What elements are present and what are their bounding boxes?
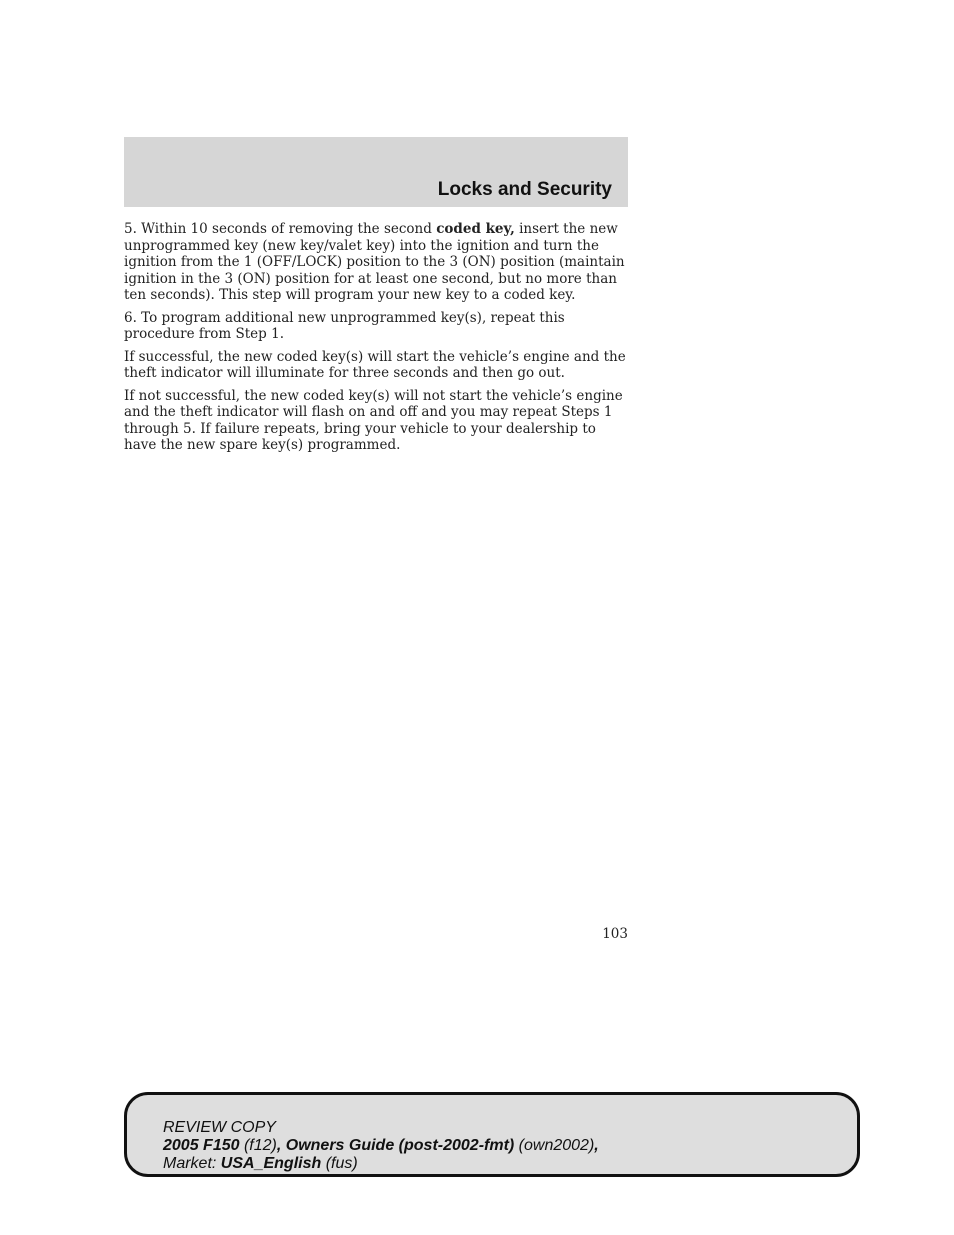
page-number: 103: [602, 926, 628, 942]
footer-document-line: [163, 1137, 599, 1155]
failure-paragraph: If not successful, the new coded key(s) will not start the vehicle’s engine and the theft indicator will flash on and off and you may repeat Steps 1 through 5. If failure repeats, bring your vehicle to your dealership to have the new spare key(s) programmed.: [124, 387, 623, 453]
footer-market-line: [163, 1155, 599, 1173]
step-6-paragraph: 6. To program additional new unprogrammed key(s), repeat this procedure from Step 1.: [124, 309, 565, 342]
step-5-paragraph: [124, 221, 628, 304]
review-copy-footer: [124, 1092, 860, 1177]
footer-comma: ,: [594, 1137, 599, 1154]
step-5-text-start: 5. Within 10 seconds of removing the second: [124, 221, 437, 237]
step-5-text-end: insert the new unprogrammed key (new key/valet key) into the ignition and turn the ignition from the 1 (OFF/LOCK) position to the 3 (ON) position (maintain ignition in the 3 (ON) position for at least one second, but no more than ten seconds). This step will program your new key to a coded key.: [124, 221, 625, 303]
footer-model-code: (f12): [239, 1137, 277, 1154]
footer-model: 2005 F150: [163, 1137, 240, 1154]
step-5-bold-term: coded key,: [436, 221, 515, 237]
section-title: Locks and Security: [437, 179, 612, 200]
page-content: [124, 221, 628, 460]
success-paragraph: If successful, the new coded key(s) will start the vehicle’s engine and the theft indicator will illuminate for three seconds and then go out.: [124, 348, 626, 381]
footer-guide-code: (own2002): [514, 1137, 595, 1154]
section-header-band: [124, 137, 628, 207]
footer-market: USA_English: [220, 1155, 322, 1172]
footer-market-code: (fus): [321, 1155, 358, 1172]
footer-guide: , Owners Guide (post-2002-fmt): [276, 1137, 515, 1154]
footer-text: [163, 1119, 599, 1173]
footer-market-label: Market:: [163, 1155, 221, 1172]
footer-review-copy: REVIEW COPY: [163, 1119, 276, 1136]
